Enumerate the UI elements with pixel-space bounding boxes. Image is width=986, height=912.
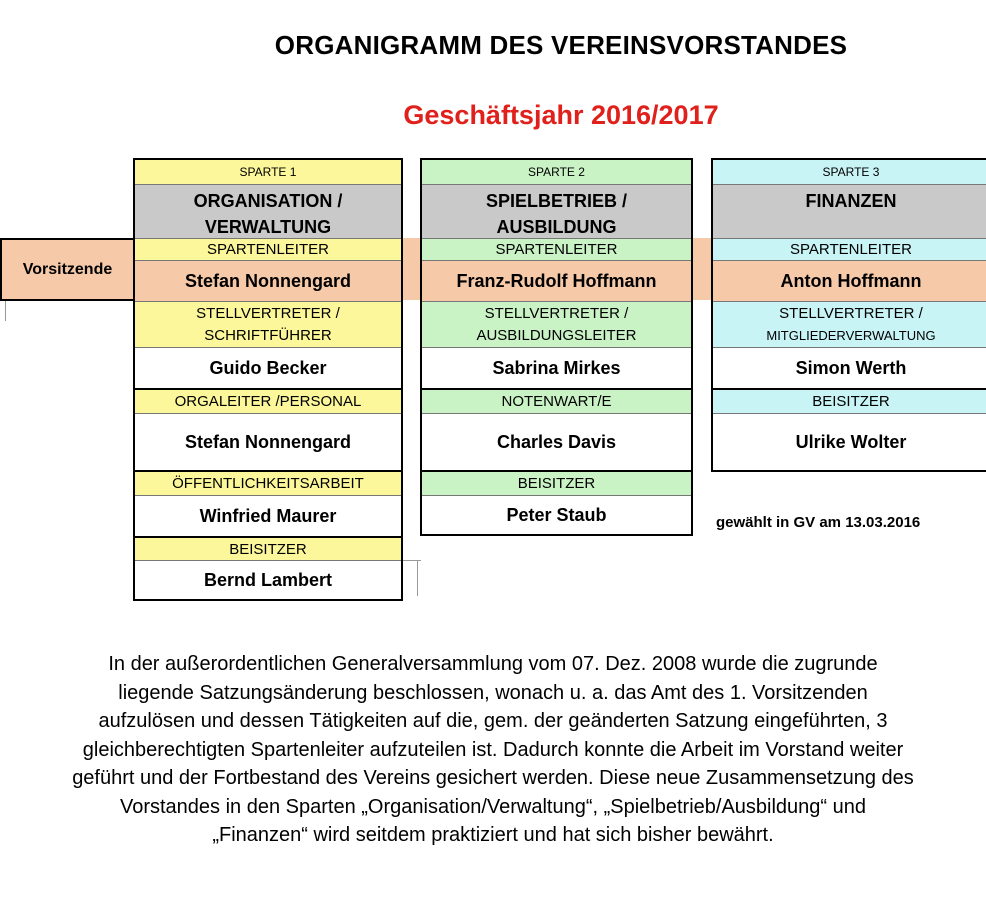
stellvertreter-name: Sabrina Mirkes [422,348,691,390]
sparte-label: SPARTE 1 [135,160,401,185]
beisitzer-name: Bernd Lambert [203,569,333,590]
fiscal-year-subtitle: Geschäftsjahr 2016/2017 [403,100,719,130]
connector-line [417,560,418,596]
spartenleiter-label: SPARTENLEITER [422,239,691,261]
stellvertreter-label: STELLVERTRETER / MITGLIEDERVERWALTUNG [713,302,986,348]
sparte-label: SPARTE 2 [422,160,691,185]
sparte-2-column [420,158,693,536]
oeffentlichkeitsarbeit-label: ÖFFENTLICHKEITSARBEIT [135,472,401,496]
stellvertreter-name: Guido Becker [135,348,401,390]
spartenleiter-label: SPARTENLEITER [713,239,986,261]
beisitzer-name: Ulrike Wolter [795,431,907,452]
notenwart-label: NOTENWART/E [422,390,691,414]
sparte-label: SPARTE 3 [713,160,986,185]
sparte-title: FINANZEN [713,185,986,239]
spartenleiter-name: Stefan Nonnengard [135,261,401,302]
beisitzer-label: BEISITZER [135,538,401,561]
spartenleiter-label: SPARTENLEITER [135,239,401,261]
orgaleiter-name: Stefan Nonnengard [135,414,401,472]
description-paragraph: In der außerordentlichen Generalversammlung vom 07. Dez. 2008 wurde die zugrunde liegende Satzungsänderung beschlossen, wonach u. a. das Amt des 1. Vorsitzenden aufzulösen und dessen Tätigkeiten auf die, gem. der geänderten Satzung eingeführten, 3 gleichberechtigten Spartenleiter aufzuteilen ist. Dadurch konnte die Arbeit im Vorstand weiter geführt und der Fortbestand des Vereins gesichert werden. Diese neue Zusammensetzung des Vorstandes in den Sparten „Organisation/Verwaltung“, „Spielbetrieb/Ausbildung“ und „Finanzen“ wird seitdem praktiziert und hat sich bisher bewährt. [72,653,914,846]
beisitzer-label: BEISITZER [422,472,691,496]
notenwart-name: Charles Davis [422,414,691,472]
spartenleiter-name: Anton Hoffmann [713,261,986,302]
beisitzer-label: BEISITZER [713,390,986,414]
sparte-title: ORGANISATION / VERWALTUNG [135,185,401,239]
stellvertreter-name: Simon Werth [713,348,986,390]
connector-line [5,301,6,321]
stellvertreter-label: STELLVERTRETER / AUSBILDUNGSLEITER [422,302,691,348]
sparte-title: SPIELBETRIEB / AUSBILDUNG [422,185,691,239]
orgaleiter-label: ORGALEITER /PERSONAL [135,390,401,414]
oeffentlichkeitsarbeit-name: Winfried Maurer [135,496,401,538]
beisitzer-name: Peter Staub [506,504,607,525]
stellvertreter-label: STELLVERTRETER / SCHRIFTFÜHRER [135,302,401,348]
election-note: gewählt in GV am 13.03.2016 [716,514,921,531]
page-title: ORGANIGRAMM DES VEREINSVORSTANDES [274,30,848,60]
spartenleiter-name: Franz-Rudolf Hoffmann [422,261,691,302]
sparte-1-column [133,158,403,601]
vorsitzende-box: Vorsitzende [0,238,135,301]
sparte-3-column [711,158,986,472]
connector-line [403,560,421,561]
